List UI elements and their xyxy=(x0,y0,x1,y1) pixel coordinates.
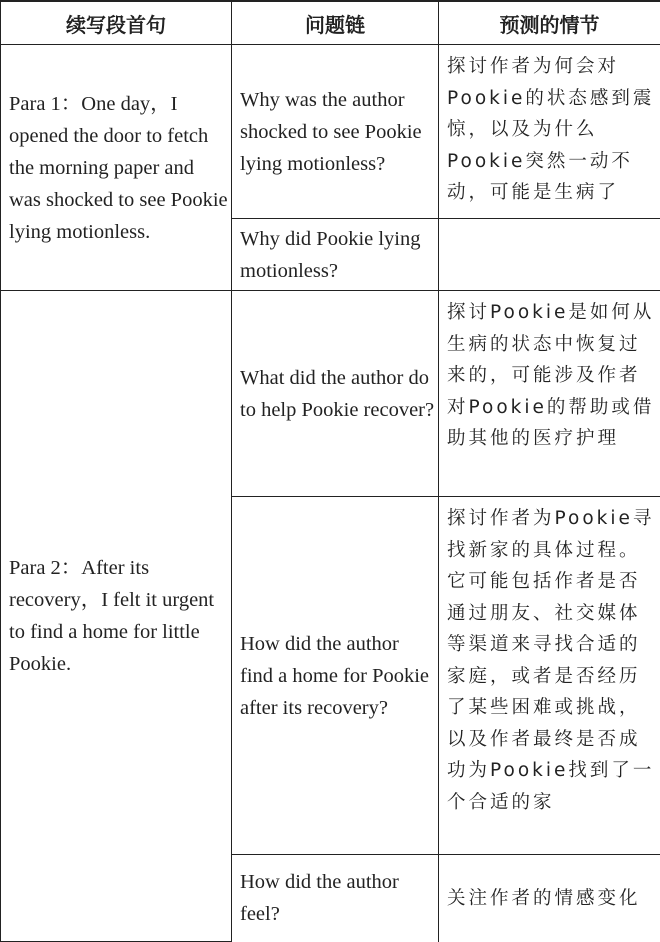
question-cell: How did the author find a home for Pookie after its recovery? xyxy=(232,497,439,855)
question-cell: How did the author feel? xyxy=(232,855,439,942)
question-cell: Why was the author shocked to see Pookie lying motionless? xyxy=(232,45,439,219)
table-row xyxy=(1,45,660,219)
question-cell: Why did Pookie lying motionless? xyxy=(232,219,439,291)
prediction-cell: 探讨作者为Pookie寻找新家的具体过程。它可能包括作者是否通过朋友、社交媒体等渠道来寻找合适的家庭，或者是否经历了某些困难或挑战，以及作者最终是否成功为Pookie找到了一个合适的家 xyxy=(439,497,660,855)
header-opening-sentence: 续写段首句 xyxy=(1,1,232,45)
header-row xyxy=(1,1,660,45)
prediction-cell: 探讨作者为何会对Pookie的状态感到震惊，以及为什么Pookie突然一动不动，可能是生病了 xyxy=(439,45,660,219)
header-question-chain: 问题链 xyxy=(232,1,439,45)
table-row xyxy=(1,291,660,497)
question-cell: What did the author do to help Pookie recover? xyxy=(232,291,439,497)
prediction-cell: 探讨Pookie是如何从生病的状态中恢复过来的，可能涉及作者对Pookie的帮助或借助其他的医疗护理 xyxy=(439,291,660,497)
prediction-cell xyxy=(439,219,660,291)
para-2-opening-sentence: Para 2：After its recovery，I felt it urgent to find a home for little Pookie. xyxy=(1,291,232,942)
para-1-opening-sentence: Para 1：One day，I opened the door to fetch the morning paper and was shocked to see Pookie lying motionless. xyxy=(1,45,232,291)
header-predicted-plot: 预测的情节 xyxy=(439,1,660,45)
prediction-cell: 关注作者的情感变化 xyxy=(439,855,660,942)
